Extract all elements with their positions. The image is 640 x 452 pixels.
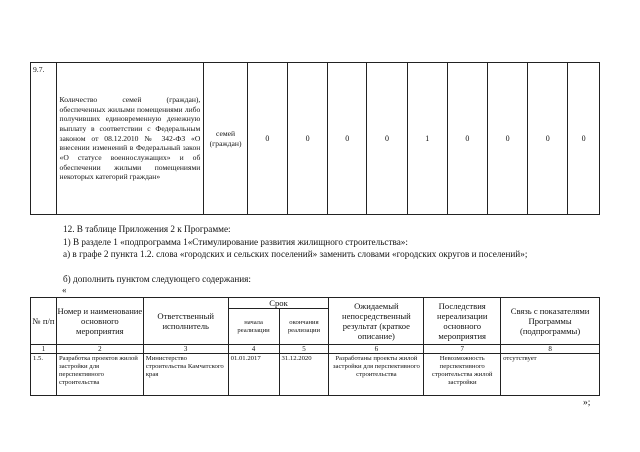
paragraph-b: б) дополнить пунктом следующего содержания: xyxy=(63,274,251,284)
row-result: Разработаны проекты жилой застройки для перспективного строительства xyxy=(329,354,424,396)
header-name: Номер и наименование основного мероприятия xyxy=(56,298,143,345)
header-term: Срок xyxy=(228,298,329,309)
row-start: 01.01.2017 xyxy=(228,354,279,396)
value-cell: 0 xyxy=(367,63,407,215)
value-cell: 0 xyxy=(447,63,487,215)
indicator-table xyxy=(30,62,600,215)
row-name: Разработка проектов жилой застройки для перспективного строительства xyxy=(56,354,143,396)
header-start: начала реализации xyxy=(228,309,279,345)
value-cell: 0 xyxy=(287,63,327,215)
header-link: Связь с показателями Программы (подпрограммы) xyxy=(501,298,600,345)
header-end: окончания реализации xyxy=(279,309,329,345)
value-cell: 0 xyxy=(487,63,527,215)
header-consequences: Последствия нереализации основного мероприятия xyxy=(424,298,501,345)
index-cell: 2 xyxy=(56,345,143,354)
index-cell: 1 xyxy=(31,345,57,354)
value-cell: 1 xyxy=(407,63,447,215)
value-cell: 0 xyxy=(528,63,568,215)
index-cell: 7 xyxy=(424,345,501,354)
index-cell: 8 xyxy=(501,345,600,354)
value-cell: 0 xyxy=(328,63,367,215)
index-row xyxy=(31,345,600,354)
index-cell: 3 xyxy=(143,345,228,354)
header-result: Ожидаемый непосредственный результат (краткое описание) xyxy=(329,298,424,345)
close-quote: »; xyxy=(583,398,591,408)
row-unit: семей (граждан) xyxy=(204,63,247,215)
paragraph-1: 1) В разделе 1 «подпрограмма 1«Стимулирование развития жилищного строительства»: xyxy=(63,237,408,247)
row-number: 1.5. xyxy=(31,354,57,396)
header-num: № п/п xyxy=(31,298,57,345)
row-responsible: Министерство строительства Камчатского края xyxy=(143,354,228,396)
open-quote: « xyxy=(62,285,67,295)
table-row xyxy=(31,354,600,396)
value-cell: 0 xyxy=(568,63,600,215)
header-row xyxy=(31,298,600,309)
paragraph-12: 12. В таблице Приложения 2 к Программе: xyxy=(63,224,231,234)
paragraph-a: а) в графе 2 пункта 1.2. слова «городских и сельских поселений» заменить словами «городских округов и поселений»; xyxy=(63,249,528,259)
row-consequences: Невозможность перспективного строительства жилой застройки xyxy=(424,354,501,396)
header-responsible: Ответственный исполнитель xyxy=(143,298,228,345)
index-cell: 4 xyxy=(228,345,279,354)
table-row xyxy=(31,63,600,215)
row-number: 9.7. xyxy=(31,63,57,215)
activities-table xyxy=(30,297,600,396)
row-description: Количество семей (граждан), обеспеченных жилыми помещениями либо получивших единовременную денежную выплату в соответствии с Федеральным законом от 08.12.2010 № 342-ФЗ «О внесении изменений в Федеральный закон «О статусе военнослужащих» и об обеспечении жилыми помещениями некоторых категорий граждан» xyxy=(56,63,204,215)
row-end: 31.12.2020 xyxy=(279,354,329,396)
index-cell: 5 xyxy=(279,345,329,354)
value-cell: 0 xyxy=(247,63,287,215)
row-link: отсутствует xyxy=(501,354,600,396)
index-cell: 6 xyxy=(329,345,424,354)
